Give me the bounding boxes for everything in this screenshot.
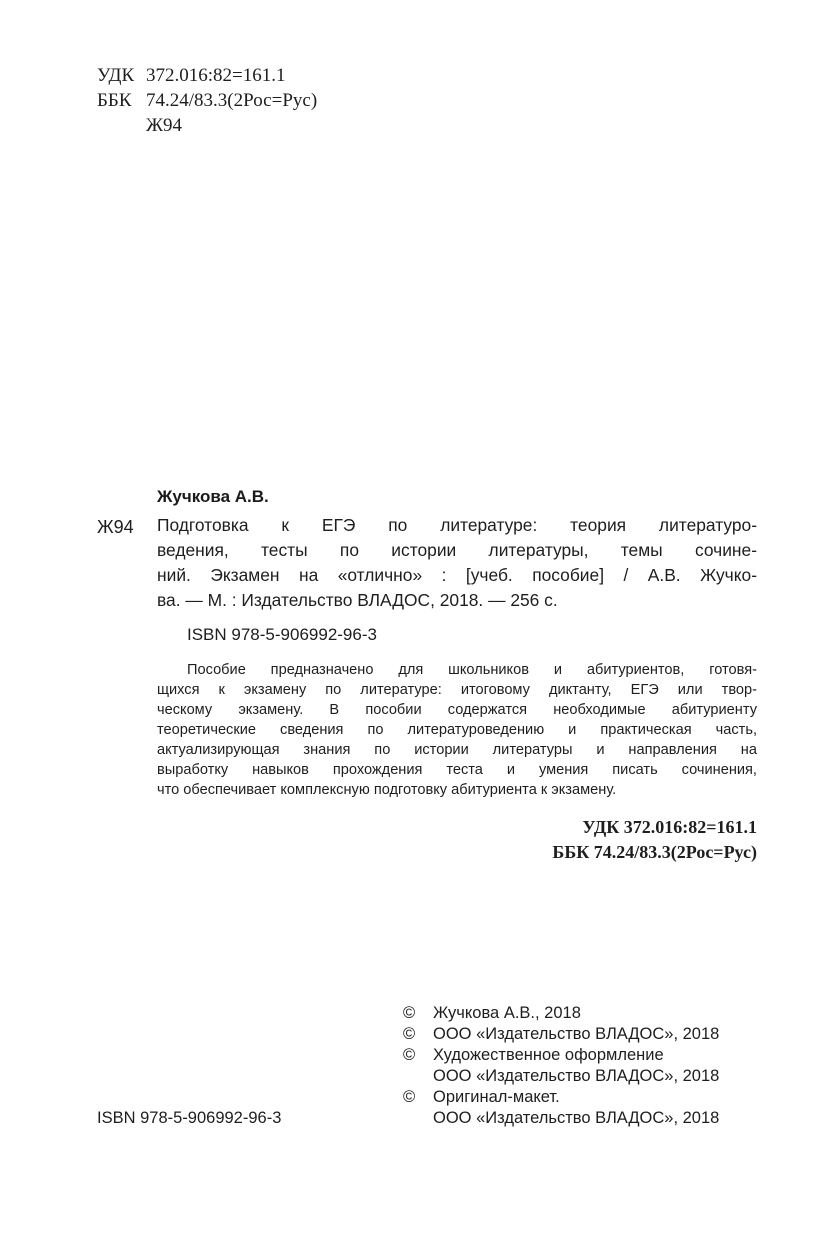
entry-line-3: ний. Экзамен на «отлично» : [учеб. пособие] / А.В. Жучко- [157,565,757,585]
udk-top [97,64,286,88]
entry-line-1: Подготовка к ЕГЭ по литературе: теория литературо- [157,515,757,535]
copyright-icon: © [403,1046,416,1064]
entry-line-4: ва. — М. : Издательство ВЛАДОС, 2018. — 256 с. [157,590,558,610]
copyright-icon: © [403,1004,416,1022]
isbn-bottom: ISBN 978-5-906992-96-3 [97,1109,282,1127]
annotation-line-3: ческому экзамену. В пособии содержатся необходимые абитуриенту [157,702,757,718]
copyright-row-3 [403,1045,664,1066]
copyright-text-6: ООО «Издательство ВЛАДОС», 2018 [433,1109,720,1127]
copyright-text-2: ООО «Издательство ВЛАДОС», 2018 [433,1025,720,1043]
copyright-text-1: Жучкова А.В., 2018 [433,1004,581,1022]
entry-line-2: ведения, тесты по истории литературы, темы сочине- [157,540,757,560]
annotation-line-4: теоретические сведения по литературоведению и практическая часть, [157,722,757,738]
copyright-row-6 [433,1108,719,1129]
annotation-line-1: Пособие предназначено для школьников и абитуриентов, готовя- [187,662,757,678]
entry-code: Ж94 [97,517,134,537]
copyright-icon: © [403,1025,416,1043]
copyright-text-5: Оригинал-макет. [433,1088,560,1106]
bbk-bottom: ББК 74.24/83.3(2Рос=Рус) [552,842,757,862]
udk-value: 372.016:82=161.1 [146,65,286,86]
copyright-row-5 [403,1087,560,1108]
copyright-row-4 [433,1066,719,1087]
copyright-text-4: ООО «Издательство ВЛАДОС», 2018 [433,1067,720,1085]
annotation-line-6: выработку навыков прохождения теста и умения писать сочинения, [157,762,757,778]
annotation-line-2: щихся к экзамену по литературе: итоговому диктанту, ЕГЭ или твор- [157,682,757,698]
copyright-icon: © [403,1088,416,1106]
author-mark: Ж94 [146,115,183,136]
bbk-label: ББК [97,90,132,111]
bbk-value: 74.24/83.3(2Рос=Рус) [146,90,318,111]
author-mark-top [97,114,182,138]
entry-author: Жучкова А.В. [157,487,269,506]
annotation-line-5: актуализирующая знания по истории литературы и направления на [157,742,757,758]
udk-label: УДК [97,65,135,86]
copyright-row-1 [403,1003,581,1024]
copyright-text-3: Художественное оформление [433,1046,664,1064]
entry-isbn: ISBN 978-5-906992-96-3 [187,625,377,644]
copyright-row-2 [403,1024,719,1045]
udk-bottom: УДК 372.016:82=161.1 [582,817,757,837]
bbk-top [97,89,317,113]
annotation-line-7: что обеспечивает комплексную подготовку абитуриента к экзамену. [157,782,617,798]
